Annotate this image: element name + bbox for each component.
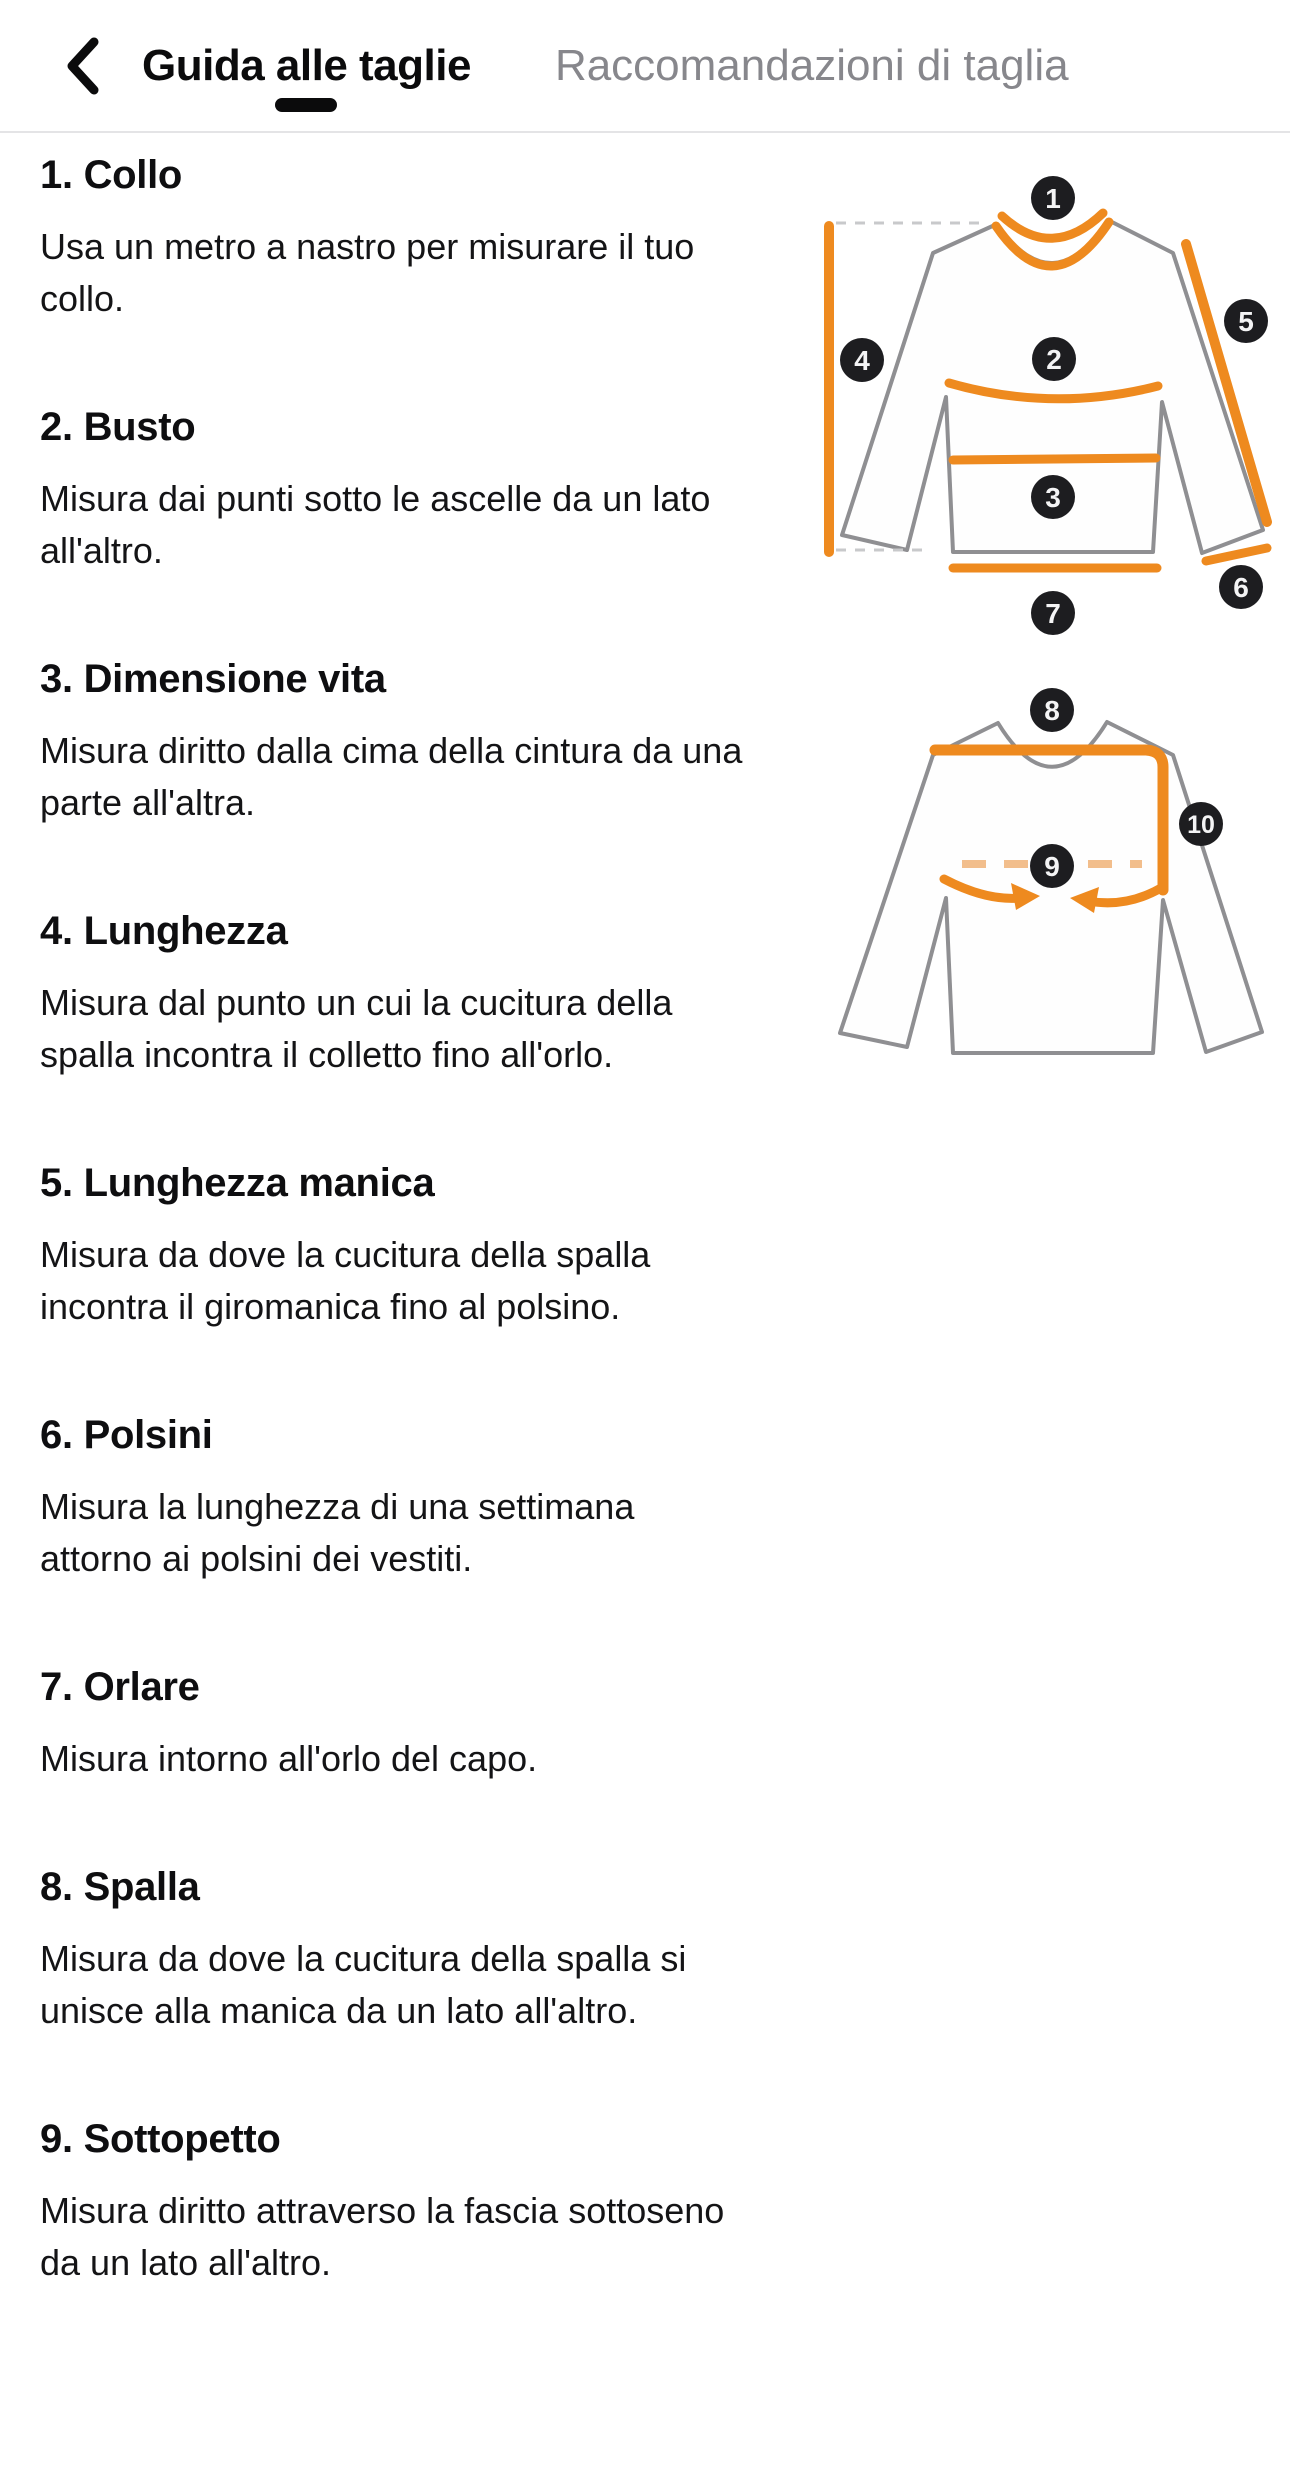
marker-10 [1179, 802, 1223, 846]
svg-text:10: 10 [1187, 811, 1215, 839]
tab-label: Raccomandazioni di taglia [554, 40, 1069, 90]
section-title: 2. Busto [40, 405, 196, 449]
svg-text:9: 9 [1044, 851, 1060, 882]
measurement-diagram-front [790, 150, 1290, 650]
instructions-column [40, 149, 752, 2289]
measurement-diagram-back [790, 650, 1290, 1130]
tab-guida-alle-taglie[interactable] [142, 40, 471, 92]
section-title: 5. Lunghezza manica [40, 1161, 435, 1205]
waist-measure-line [953, 458, 1156, 460]
section-sottopetto [40, 2113, 752, 2289]
section-body: Misura da dove la cucitura della spalla incontra il giromanica fino al polsino. [40, 1234, 651, 1327]
svg-text:5: 5 [1238, 306, 1254, 337]
tab-label: Guida alle taglie [142, 40, 471, 90]
marker-2 [1032, 337, 1076, 381]
tab-bar [142, 40, 1069, 92]
marker-7 [1031, 591, 1075, 635]
marker-3 [1031, 475, 1075, 519]
section-title: 4. Lunghezza [40, 909, 288, 953]
section-title: 3. Dimensione vita [40, 657, 386, 701]
marker-4 [840, 338, 884, 382]
svg-text:4: 4 [854, 345, 870, 376]
section-title: 9. Sottopetto [40, 2117, 281, 2161]
section-body: Misura la lunghezza di una settimana attorno ai polsini dei vestiti. [40, 1486, 635, 1579]
section-title: 1. Collo [40, 153, 183, 197]
section-body: Misura diritto dalla cima della cintura da una parte all'altra. [40, 730, 743, 823]
svg-text:3: 3 [1045, 482, 1061, 513]
section-busto [40, 401, 752, 577]
marker-1 [1031, 176, 1075, 220]
marker-9 [1030, 844, 1074, 888]
section-title: 8. Spalla [40, 1865, 200, 1909]
section-title: 7. Orlare [40, 1665, 200, 1709]
section-polsini [40, 1409, 752, 1585]
section-body: Misura dai punti sotto le ascelle da un lato all'altro. [40, 478, 711, 571]
chevron-left-icon [66, 37, 100, 95]
marker-6 [1219, 565, 1263, 609]
section-body: Misura da dove la cucitura della spalla si unisce alla manica da un lato all'altro. [40, 1938, 687, 2031]
section-body: Usa un metro a nastro per misurare il tuo collo. [40, 226, 695, 319]
back-button[interactable] [66, 37, 100, 95]
section-spalla [40, 1861, 752, 2037]
svg-text:7: 7 [1045, 598, 1061, 629]
marker-5 [1224, 299, 1268, 343]
section-body: Misura diritto attraverso la fascia sottoseno da un lato all'altro. [40, 2190, 725, 2283]
section-title: 6. Polsini [40, 1413, 213, 1457]
svg-text:8: 8 [1044, 695, 1060, 726]
header [0, 0, 1290, 133]
section-lunghezza-manica [40, 1157, 752, 1333]
active-tab-indicator [275, 98, 337, 112]
section-orlare [40, 1661, 752, 1785]
section-dimensione-vita [40, 653, 752, 829]
svg-text:6: 6 [1233, 572, 1249, 603]
section-body: Misura intorno all'orlo del capo. [40, 1738, 538, 1779]
svg-text:1: 1 [1045, 183, 1061, 214]
section-body: Misura dal punto un cui la cucitura della spalla incontra il colletto fino all'orlo. [40, 982, 673, 1075]
svg-text:2: 2 [1046, 344, 1062, 375]
tab-raccomandazioni-di-taglia[interactable] [555, 40, 1069, 92]
marker-8 [1030, 688, 1074, 732]
section-lunghezza [40, 905, 752, 1081]
section-collo [40, 149, 752, 325]
